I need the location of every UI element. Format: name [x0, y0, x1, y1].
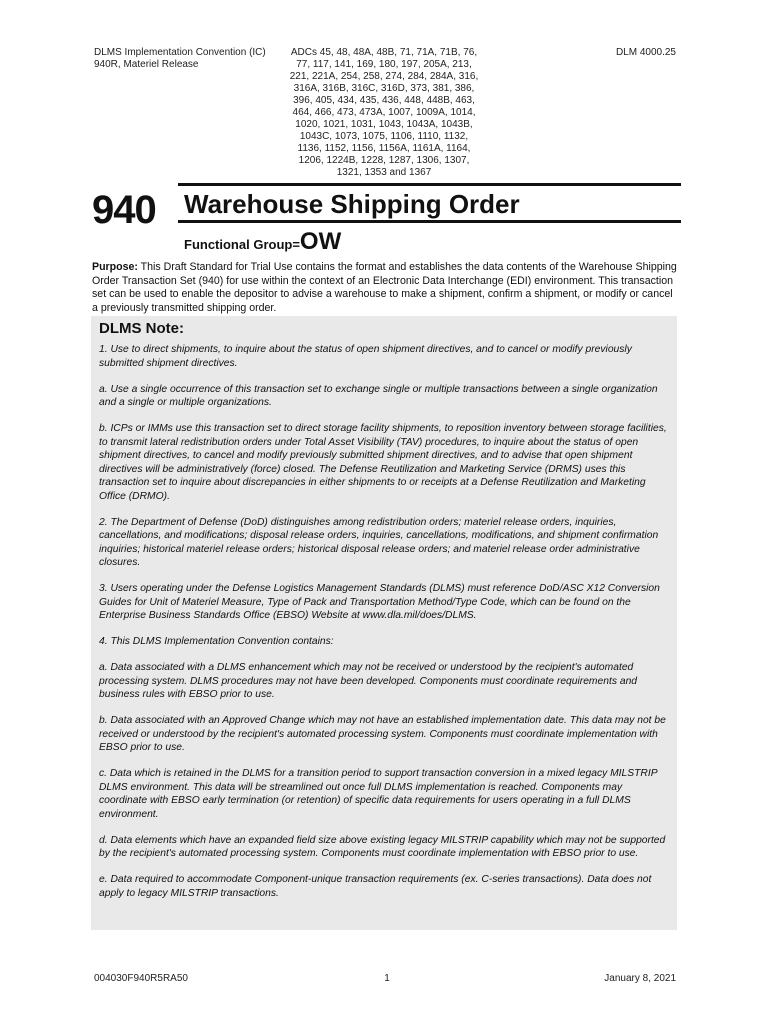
adcs-line: ADCs 45, 48, 48A, 48B, 71, 71A, 71B, 76,: [290, 47, 478, 58]
adcs-line: 77, 117, 141, 169, 180, 197, 205A, 213,: [296, 59, 472, 70]
transaction-set-number: 940: [92, 188, 156, 232]
footer-date: January 8, 2021: [604, 973, 676, 984]
note-paragraph: 3. Users operating under the Defense Logistics Management Standards (DLMS) must reference DoD/ASC X12 Conversion Guides for Unit of Materiel Measure, Type of Pack and Transportation Method/Type Code, which can be found on the Enterprise Business Standards Office (EBSO) Website at www.dla.mil/does/DLMS.: [99, 583, 660, 621]
purpose-section: [92, 261, 678, 315]
title-rule-bottom: [178, 220, 681, 223]
title-rule-top: [178, 183, 681, 186]
adcs-line: 316A, 316B, 316C, 316D, 373, 381, 386,: [293, 83, 475, 94]
footer-page-number: 1: [384, 973, 390, 984]
note-paragraph: 4. This DLMS Implementation Convention contains:: [99, 636, 334, 647]
functional-group-label: Functional Group=: [184, 237, 300, 252]
note-paragraph: a. Use a single occurrence of this transaction set to exchange single or multiple transactions between a single organization and a single or multiple organizations.: [99, 383, 658, 408]
note-paragraph: 1. Use to direct shipments, to inquire about the status of open shipment directives, and to cancel or modify previously submitted shipment directives.: [99, 344, 632, 369]
functional-group: [184, 228, 341, 256]
note-paragraph: d. Data elements which have an expanded field size above existing legacy MILSTRIP capability which may not be supported by the recipient's automated processing system. Components must coordinate implementation with EBSO prior to use.: [99, 834, 666, 859]
dlms-note-box: [91, 316, 677, 930]
purpose-label: Purpose:: [92, 261, 138, 273]
adcs-line: 1020, 1021, 1031, 1043, 1043A, 1043B,: [295, 119, 473, 130]
adcs-line: 396, 405, 434, 435, 436, 448, 448B, 463,: [293, 95, 475, 106]
note-paragraph: b. Data associated with an Approved Change which may not have an established implementation date. This data may not be received or understood by the recipient's automated processing system. Components must coordinate implementation with EBSO prior to use.: [99, 715, 666, 753]
header-dlm-number: DLM 4000.25: [615, 47, 676, 58]
note-paragraph: e. Data required to accommodate Component-unique transaction requirements (ex. C-series transactions). Data does not apply to legacy MILSTRIP transactions.: [99, 874, 652, 899]
adcs-line: 464, 466, 473, 473A, 1007, 1009A, 1014,: [292, 107, 476, 118]
adcs-line: 1136, 1152, 1156, 1156A, 1161A, 1164,: [297, 143, 471, 154]
note-paragraph: b. ICPs or IMMs use this transaction set to direct storage facility shipments, to reposition inventory between storage facilities, to transmit lateral redistribution orders under Total Asset Visibility (TAV) procedures, to inquire about the status of open shipment directives, to cancel and modify previously submitted shipment directives, and to advise that open shipment directives will be administratively (force) closed. The Defense Reutilization and Marketing Service (DRMS) uses this transaction set to inquire about discrepancies in either shipments to or receipts at a Defense Reutilization and Marketing Office (DRMO).: [99, 423, 667, 502]
adcs-line: 1206, 1224B, 1228, 1287, 1306, 1307,: [298, 155, 470, 166]
note-paragraph: 2. The Department of Defense (DoD) distinguishes among redistribution orders; materiel release orders, inquiries, cancellations, and modifications; disposal release orders, inquiries, cancellations, modifications, and shipment confirmation inquiries; historical materiel release orders; historical disposal release orders; and materiel release order administrative closures.: [99, 516, 659, 568]
functional-group-code: OW: [299, 228, 342, 255]
header-adcs: [284, 47, 484, 179]
document-title: Warehouse Shipping Order: [184, 189, 520, 219]
header-convention-line2: 940R, Materiel Release: [94, 59, 199, 70]
header-convention-line1: DLMS Implementation Convention (IC): [94, 47, 266, 58]
note-paragraph: a. Data associated with a DLMS enhancement which may not be received or understood by the recipient's automated processing system. DLMS procedures may not have been developed. Components must coordinate requirements and business rules with EBSO prior to use.: [99, 662, 638, 700]
adcs-line: 221, 221A, 254, 258, 274, 284, 284A, 316,: [289, 71, 479, 82]
purpose-text: This Draft Standard for Trial Use contains the format and establishes the data contents of the Warehouse Shipping Order Transaction Set (940) for use within the context of an Electronic Data Interchange (EDI) environment. This transaction set can be used to enable the depositor to advise a warehouse to make a shipment, confirm a shipment, or modify or cancel a previously transmitted shipping order.: [92, 261, 677, 314]
note-paragraph: c. Data which is retained in the DLMS for a transition period to support transaction conversion in a mixed legacy MILSTRIP DLMS environment. This data will be streamlined out once full DLMS implementation is reached. Components may coordinate with EBSO early termination (or retention) of specific data requirements for users operating in a full DLMS environment.: [99, 768, 658, 820]
adcs-line: 1321, 1353 and 1367: [336, 167, 432, 178]
adcs-line: 1043C, 1073, 1075, 1106, 1110, 1132,: [299, 131, 469, 142]
dlms-note-title: DLMS Note:: [99, 320, 184, 337]
footer-doc-id: 004030F940R5RA50: [94, 973, 188, 984]
header-convention: [94, 47, 284, 71]
